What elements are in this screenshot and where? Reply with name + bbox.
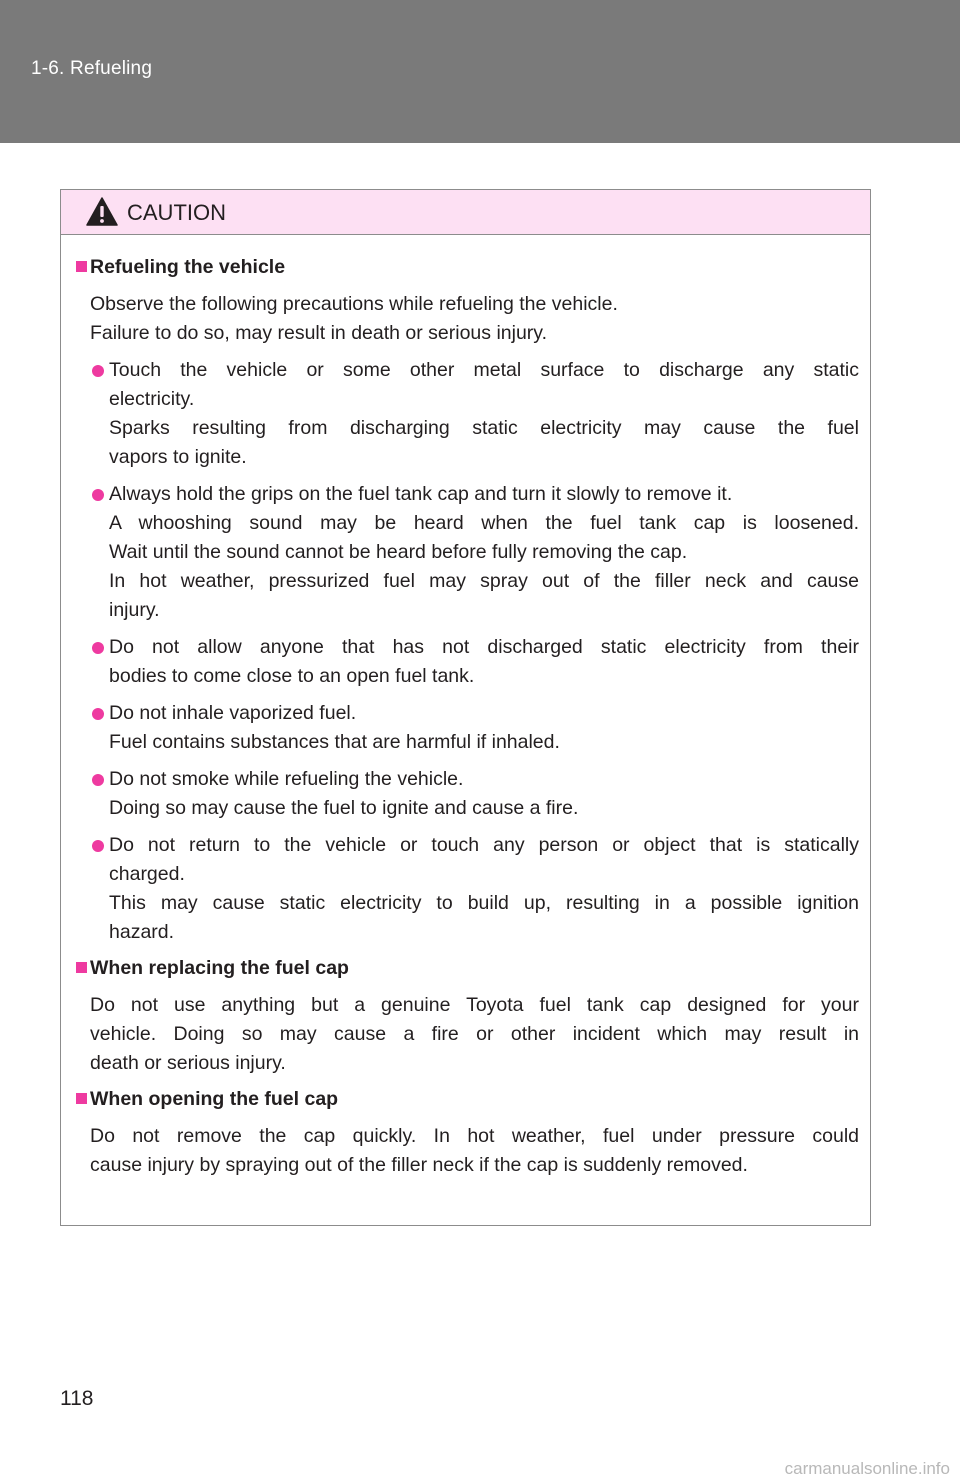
- text-line: Do not inhale vaporized fuel.: [109, 702, 357, 724]
- text-line: Touch the vehicle or some other metal surface to discharge any static: [109, 359, 859, 381]
- square-bullet-icon: [76, 962, 87, 973]
- section-label: 1-6. Refueling: [31, 58, 153, 79]
- text-line: Observe the following precautions while refueling the vehicle.: [90, 293, 618, 315]
- square-bullet-icon: [76, 1093, 87, 1104]
- caution-box: [60, 189, 871, 1226]
- watermark: carmanualsonline.info: [784, 1459, 950, 1478]
- text-line: vehicle. Doing so may cause a fire or other incident which may result in: [90, 1023, 859, 1045]
- text-line: Do not smoke while refueling the vehicle.: [109, 768, 464, 790]
- section-title: [76, 253, 859, 282]
- section-title: [76, 954, 859, 983]
- page-number: 118: [60, 1387, 94, 1410]
- caution-header: [61, 190, 870, 235]
- bullet-item: [76, 831, 859, 947]
- section-lead: [90, 290, 859, 348]
- dot-bullet-icon: [92, 642, 104, 654]
- text-line: vapors to ignite.: [109, 446, 247, 468]
- caution-title: CAUTION: [127, 200, 226, 225]
- section-title-text: Refueling the vehicle: [90, 256, 286, 278]
- header-band: [0, 0, 960, 143]
- dot-bullet-icon: [92, 708, 104, 720]
- section-title-text: When replacing the fuel cap: [90, 957, 349, 979]
- section-title-text: When opening the fuel cap: [90, 1088, 339, 1110]
- bullet-item: [76, 699, 859, 757]
- text-line: Do not allow anyone that has not discharged static electricity from their: [109, 636, 859, 658]
- text-line: injury.: [109, 599, 160, 621]
- text-line: electricity.: [109, 388, 195, 410]
- section-title: [76, 1085, 859, 1114]
- bullet-item: [76, 356, 859, 472]
- section-lead: [90, 1122, 859, 1180]
- text-line: Do not remove the cap quickly. In hot weather, fuel under pressure could: [90, 1125, 859, 1147]
- text-line: A whooshing sound may be heard when the fuel tank cap is loosened.: [109, 512, 859, 534]
- dot-bullet-icon: [92, 840, 104, 852]
- text-line: Do not use anything but a genuine Toyota fuel tank cap designed for your: [90, 994, 859, 1016]
- bullet-item: [76, 480, 859, 625]
- text-line: Fuel contains substances that are harmful if inhaled.: [109, 731, 560, 753]
- text-line: Do not return to the vehicle or touch any person or object that is statically: [109, 834, 859, 856]
- text-line: bodies to come close to an open fuel tank.: [109, 665, 475, 687]
- text-line: death or serious injury.: [90, 1052, 286, 1074]
- text-line: hazard.: [109, 921, 175, 943]
- bullet-item: [76, 633, 859, 691]
- square-bullet-icon: [76, 261, 87, 272]
- section-lead: [90, 991, 859, 1078]
- text-line: Wait until the sound cannot be heard before fully removing the cap.: [109, 541, 688, 563]
- warning-triangle-icon: [86, 197, 118, 226]
- caution-body: [61, 235, 870, 1180]
- dot-bullet-icon: [92, 365, 104, 377]
- text-line: Sparks resulting from discharging static electricity may cause the fuel: [109, 417, 859, 439]
- text-line: cause injury by spraying out of the filler neck if the cap is suddenly removed.: [90, 1154, 748, 1176]
- dot-bullet-icon: [92, 774, 104, 786]
- text-line: In hot weather, pressurized fuel may spray out of the filler neck and cause: [109, 570, 859, 592]
- text-line: This may cause static electricity to build up, resulting in a possible ignition: [109, 892, 859, 914]
- text-line: Always hold the grips on the fuel tank cap and turn it slowly to remove it.: [109, 483, 733, 505]
- bullet-item: [76, 765, 859, 823]
- text-line: charged.: [109, 863, 185, 885]
- dot-bullet-icon: [92, 489, 104, 501]
- text-line: Doing so may cause the fuel to ignite and cause a fire.: [109, 797, 579, 819]
- text-line: Failure to do so, may result in death or serious injury.: [90, 322, 548, 344]
